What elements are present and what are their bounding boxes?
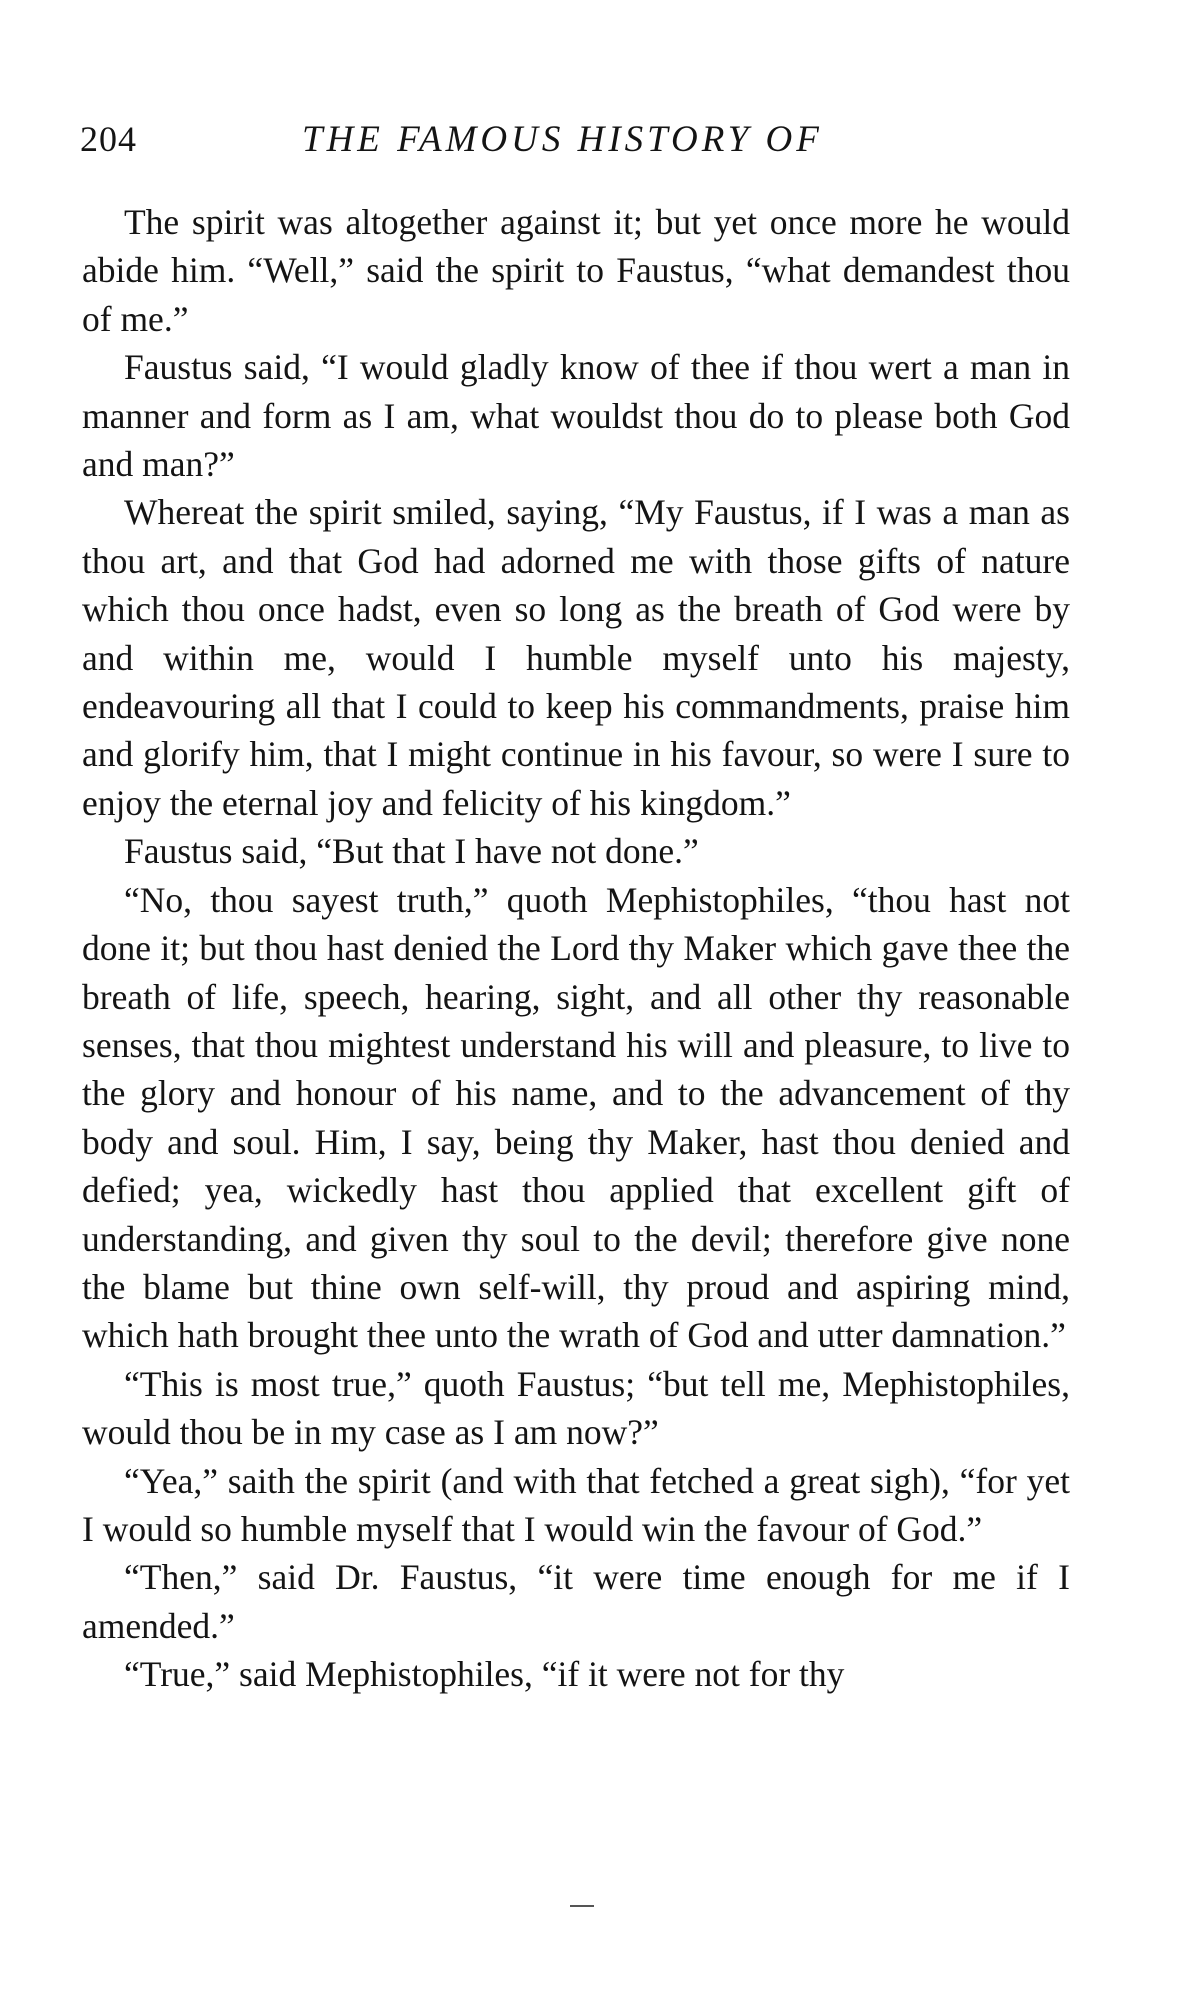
print-mark xyxy=(570,1905,594,1907)
paragraph: “Then,” said Dr. Faustus, “it were time enough for me if I amended.” xyxy=(82,1557,1070,1646)
running-head xyxy=(80,118,1080,168)
paragraph: “True,” said Mephistophiles, “if it were not for thy xyxy=(124,1654,845,1695)
paragraph: “Yea,” saith the spirit (and with that fetched a great sigh), “for yet I would so humble myself that I would win the favour of God.” xyxy=(82,1460,1070,1549)
paragraph: Faustus said, “I would gladly know of thee if thou wert a man in manner and form as I am, what wouldst thou do to please both God and man?” xyxy=(82,347,1070,485)
paragraph: “No, thou sayest truth,” quoth Mephistophiles, “thou hast not done it; but thou hast denied the Lord thy Maker which gave thee the breath of life, speech, hearing, sight, and all other thy reasonable senses, that thou mightest understand his will and pleasure, to live to the glory and honour of his name, and to the advancement of thy body and soul. Him, I say, being thy Maker, hast thou denied and defied; yea, wickedly hast thou applied that excellent gift of understanding, and given thy soul to the devil; therefore give none the blame but thine own self-will, thy proud and aspiring mind, which hath brought thee unto the wrath of God and utter damnation.” xyxy=(82,879,1070,1356)
running-title: THE FAMOUS HISTORY OF xyxy=(302,119,823,160)
body-text xyxy=(82,198,1070,1699)
paragraph: Whereat the spirit smiled, saying, “My Faustus, if I was a man as thou art, and that God had adorned me with those gifts of nature which thou once hadst, even so long as the breath of God were by and within me, would I humble myself unto his majesty, endeavouring all that I could to keep his commandments, praise him and glorify him, that I might continue in his favour, so were I sure to enjoy the eternal joy and felicity of his kingdom.” xyxy=(82,492,1070,823)
paragraph: “This is most true,” quoth Faustus; “but tell me, Mephistophiles, would thou be in my case as I am now?” xyxy=(82,1363,1070,1453)
page-number: 204 xyxy=(80,119,137,159)
paragraph: The spirit was altogether against it; but yet once more he would abide him. “Well,” said the spirit to Faustus, “what demandest thou of me.” xyxy=(82,202,1070,339)
paragraph: Faustus said, “But that I have not done.” xyxy=(124,831,699,872)
